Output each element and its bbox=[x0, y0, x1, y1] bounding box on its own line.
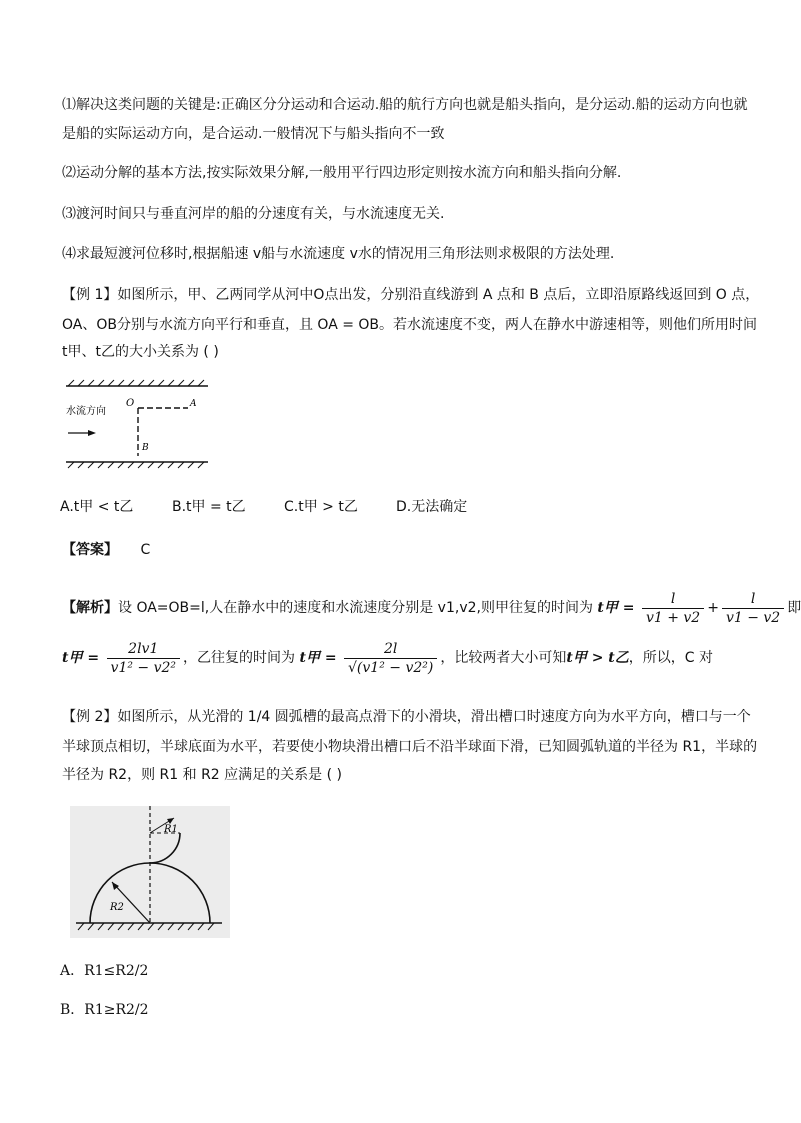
flow-direction-label: 水流方向 bbox=[66, 406, 106, 417]
example2-line-1: 【例 2】如图所示，从光滑的 1/4 圆弧槽的最高点滑下的小滑块，滑出槽口时速度方向为水平方向，槽口与一个 bbox=[62, 709, 751, 725]
analysis-line-2 bbox=[62, 636, 713, 680]
t-yi-symbol: t甲 = bbox=[299, 650, 337, 666]
fraction-4 bbox=[344, 640, 437, 677]
point-3: ⑶渡河时间只与垂直河岸的船的分速度有关，与水流速度无关. bbox=[62, 206, 445, 222]
fraction-2-numerator: l bbox=[722, 590, 784, 609]
fraction-4-numerator: 2l bbox=[344, 640, 437, 659]
answer-line bbox=[62, 540, 150, 560]
fraction-1-numerator: l bbox=[642, 590, 704, 609]
fraction-2-denominator: v1 − v2 bbox=[725, 609, 781, 626]
ji-text: 即 bbox=[787, 600, 801, 616]
analysis-text-1: 设 OA=OB=l,人在静水中的速度和水流速度分别是 v1,v2,则甲往复的时间为 bbox=[118, 600, 593, 616]
hemisphere-figure bbox=[70, 806, 230, 938]
example1-line-1: 【例 1】如图所示，甲、乙两同学从河中O点出发，分别沿直线游到 A 点和 B 点后，立即沿原路线返回到 O 点， bbox=[62, 287, 760, 303]
point-a-label: A bbox=[190, 399, 197, 409]
river-figure bbox=[62, 378, 212, 468]
example2-option-b: B．R1≥R2/2 bbox=[60, 1002, 149, 1018]
point-2: ⑵运动分解的基本方法,按实际效果分解,一般用平行四边形定则按水流方向和船头指向分解. bbox=[62, 165, 622, 181]
option-a: A.t甲 < t乙 bbox=[60, 499, 134, 515]
fraction-4-denominator: √(v1² − v2²) bbox=[348, 659, 434, 676]
option-d: D.无法确定 bbox=[396, 499, 468, 515]
analysis-text-4: ，所以，C 对 bbox=[628, 650, 714, 666]
fraction-2 bbox=[722, 590, 784, 627]
analysis-line-1: 【解析】设 OA=OB=l,人在静水中的速度和水流速度分别是 v1,v2,则甲往复的时间为 t甲 = $\frac{l}{v1 + v2}$ + $\frac{l}{v1 - v2}$ 即 bbox=[62, 590, 801, 626]
compare-expression: t甲 > t乙 bbox=[566, 650, 629, 666]
answer-label: 【答案】 bbox=[62, 542, 118, 558]
example1-line-3: t甲、t乙的大小关系为 ( ) bbox=[62, 344, 219, 360]
analysis-text-3: ，比较两者大小可知 bbox=[440, 650, 567, 666]
point-b-label: B bbox=[142, 443, 149, 453]
analysis-label: 【解析】 bbox=[62, 600, 118, 616]
point-4: ⑷求最短渡河位移时,根据船速 v船与水流速度 v水的情况用三角形法则求极限的方法处理. bbox=[62, 246, 615, 262]
fraction-3-denominator: v1² − v2² bbox=[110, 659, 177, 676]
point-1-line-2: 是船的实际运动方向，是合运动.一般情况下与船头指向不一致 bbox=[62, 126, 445, 142]
r1-label: R1 bbox=[164, 824, 178, 835]
t-jia-symbol-2: t甲 = bbox=[62, 650, 100, 666]
answer-value: C bbox=[140, 542, 151, 558]
example2-option-a: A．R1≤R2/2 bbox=[60, 963, 149, 979]
fraction-3 bbox=[107, 640, 181, 677]
example1-line-2: OA、OB分别与水流方向平行和垂直，且 OA = OB。若水流速度不变，两人在静水中游速相等，则他们所用时间 bbox=[62, 317, 758, 333]
fraction-3-numerator: 2lv1 bbox=[107, 640, 181, 659]
point-1-line-1: ⑴解决这类问题的关键是:正确区分分运动和合运动.船的航行方向也就是船头指向，是分运动.船的运动方向也就 bbox=[62, 97, 748, 113]
example2-line-3: 半径为 R2，则 R1 和 R2 应满足的关系是 ( ) bbox=[62, 767, 342, 783]
example2-line-2: 半球顶点相切，半球底面为水平，若要使小物块滑出槽口后不沿半球面下滑，已知圆弧轨道的半径为 R1，半球的 bbox=[62, 739, 758, 755]
fraction-1-denominator: v1 + v2 bbox=[645, 609, 701, 626]
fraction-1 bbox=[642, 590, 704, 627]
option-c: C.t甲 > t乙 bbox=[284, 499, 358, 515]
t-jia-symbol: t甲 = bbox=[597, 600, 635, 616]
point-o-label: O bbox=[126, 398, 135, 409]
analysis-text-2: ，乙往复的时间为 bbox=[183, 650, 296, 666]
r2-label: R2 bbox=[110, 902, 124, 913]
option-b: B.t甲 = t乙 bbox=[172, 499, 246, 515]
